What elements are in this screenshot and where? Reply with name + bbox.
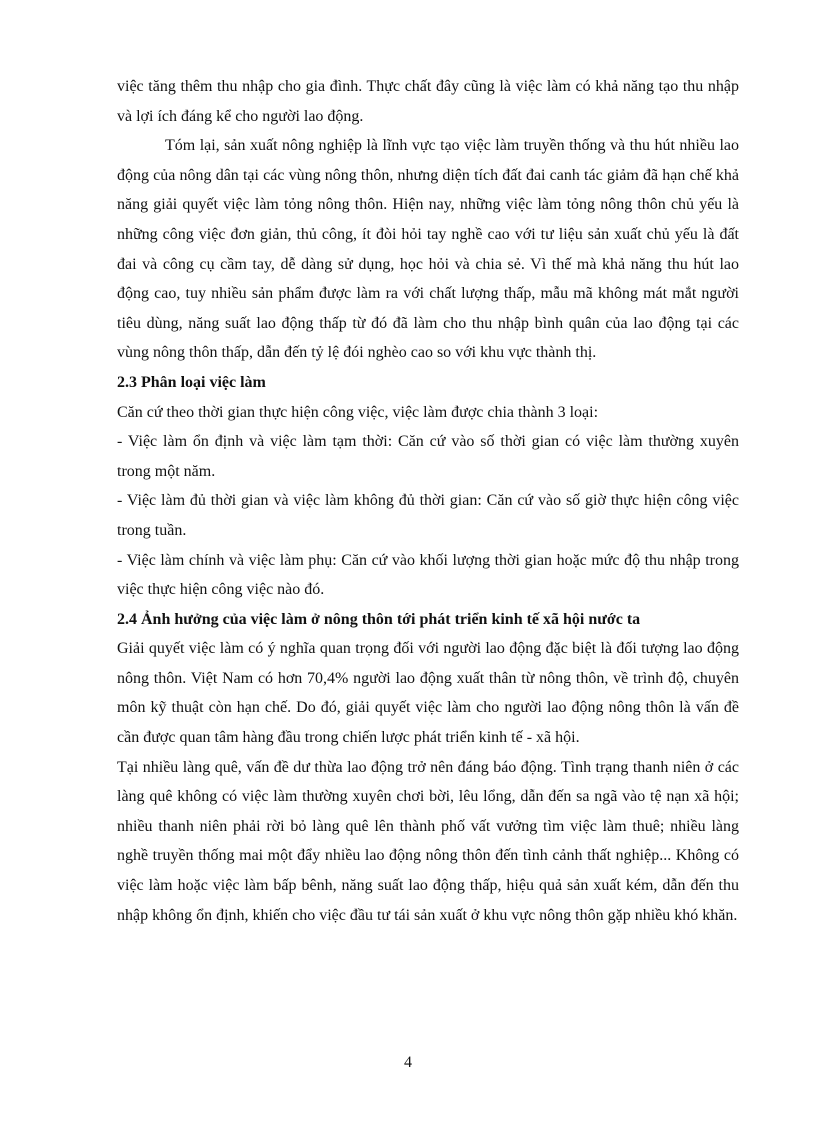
- page-number: 4: [404, 1054, 412, 1071]
- list-item-stable-temporary: - Việc làm ổn định và việc làm tạm thời: Căn cứ vào số thời gian có việc làm thường xuyên trong một năm.: [117, 433, 739, 480]
- paragraph-summary: Tóm lại, sản xuất nông nghiệp là lĩnh vực tạo việc làm truyền thống và thu hút nhiều lao động của nông dân tại các vùng nông thôn, nhưng diện tích đất đai canh tác giảm đã hạn chế khả năng giải quyết việc làm tỏng nông thôn. Hiện nay, những việc làm tỏng nông thôn chủ yếu là những công việc đơn giản, thủ công, ít đòi hỏi tay nghề cao với tư liệu sản xuất chủ yếu là đất đai và công cụ cầm tay, dễ dàng sử dụng, học hỏi và chia sẻ. Vì thế mà khả năng thu hút lao động cao, tuy nhiều sản phẩm được làm ra với chất lượng thấp, mẫu mã không mát mắt người tiêu dùng, năng suất lao động thấp từ đó đã làm cho thu nhập bình quân của lao động tại các vùng nông thôn thấp, dẫn đến tỷ lệ đói nghèo cao so với khu vực thành thị.: [117, 137, 739, 362]
- paragraph-labor-surplus: Tại nhiều làng quê, vấn đề dư thừa lao động trở nên đáng báo động. Tình trạng thanh niên ở các làng quê không có việc làm thường xuyên chơi bời, lêu lổng, dẫn đến sa ngã vào tệ nạn xã hội; nhiều thanh niên phải rời bỏ làng quê lên thành phố vất vưởng tìm việc làm thuê; nhiều làng nghề truyền thống mai một đẩy nhiều lao động nông thôn đến tình cảnh thất nghiệp... Không có việc làm hoặc việc làm bấp bênh, năng suất lao động thấp, hiệu quả sản xuất kém, dẫn đến thu nhập không ổn định, khiến cho việc đầu tư tái sản xuất ở khu vực nông thôn gặp nhiều khó khăn.: [117, 758, 739, 924]
- section-heading-2-3: 2.3 Phân loại việc làm: [117, 373, 266, 391]
- paragraph-continuation: việc tăng thêm thu nhập cho gia đình. Thực chất đây cũng là việc làm có khả năng tạo thu nhập và lợi ích đáng kể cho người lao động.: [117, 78, 739, 125]
- document-page: [117, 72, 739, 930]
- list-item-full-part-time: - Việc làm đủ thời gian và việc làm không đủ thời gian: Căn cứ vào số giờ thực hiện công việc trong tuần.: [117, 492, 739, 539]
- paragraph-classification-intro: Căn cứ theo thời gian thực hiện công việc, việc làm được chia thành 3 loại:: [117, 403, 599, 421]
- list-item-main-secondary: - Việc làm chính và việc làm phụ: Căn cứ vào khối lượng thời gian hoặc mức độ thu nhập trong việc thực hiện công việc nào đó.: [117, 551, 739, 599]
- section-heading-2-4: 2.4 Ảnh hưởng của việc làm ở nông thôn tới phát triển kinh tế xã hội nước ta: [117, 610, 641, 628]
- paragraph-employment-importance: Giải quyết việc làm có ý nghĩa quan trọng đối với người lao động đặc biệt là đối tượng lao động nông thôn. Việt Nam có hơn 70,4% người lao động xuất thân từ nông thôn, về trình độ, chuyên môn kỹ thuật còn hạn chế. Do đó, giải quyết việc làm cho người lao động nông thôn là vấn đề cần được quan tâm hàng đầu trong chiến lược phát triển kinh tế - xã hội.: [117, 640, 739, 747]
